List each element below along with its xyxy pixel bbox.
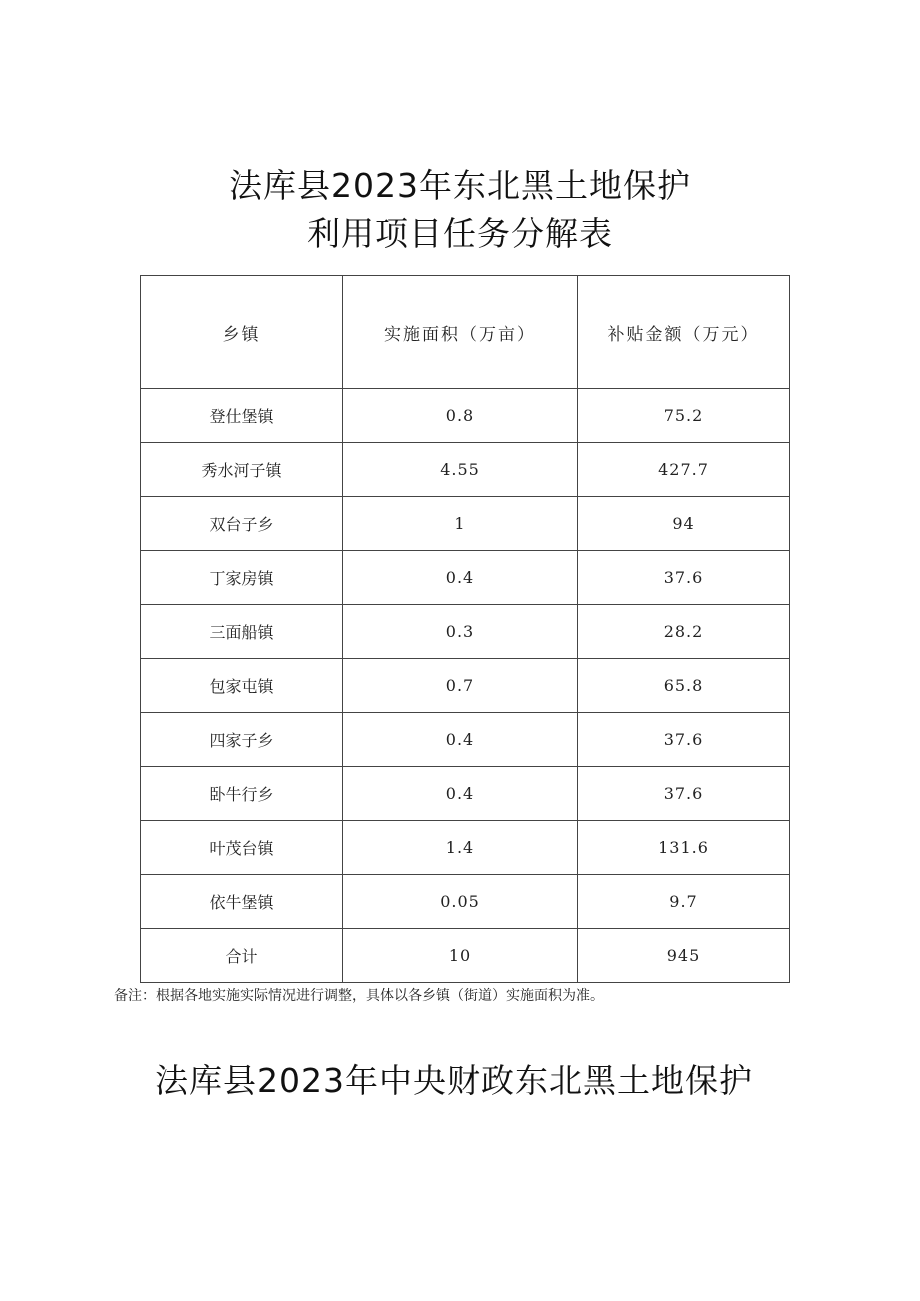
table-row xyxy=(141,497,790,551)
table-footnote: 备注：根据各地实施实际情况进行调整，具体以各乡镇（街道）实施面积为准。 xyxy=(114,988,604,1004)
total-label-cell: 合计 xyxy=(141,929,343,983)
area-cell: 4.55 xyxy=(343,443,578,497)
area-cell: 0.05 xyxy=(343,875,578,929)
table-header-row xyxy=(141,276,790,389)
subsidy-cell: 9.7 xyxy=(578,875,790,929)
subsidy-cell: 37.6 xyxy=(578,767,790,821)
table-row xyxy=(141,713,790,767)
header-township: 乡镇 xyxy=(141,276,343,389)
area-cell: 0.4 xyxy=(343,767,578,821)
header-area: 实施面积（万亩） xyxy=(343,276,578,389)
area-cell: 1.4 xyxy=(343,821,578,875)
township-cell: 丁家房镇 xyxy=(141,551,343,605)
township-cell: 依牛堡镇 xyxy=(141,875,343,929)
area-cell: 0.4 xyxy=(343,713,578,767)
subsidy-cell: 65.8 xyxy=(578,659,790,713)
area-cell: 1 xyxy=(343,497,578,551)
total-subsidy-cell: 945 xyxy=(578,929,790,983)
township-cell: 四家子乡 xyxy=(141,713,343,767)
township-cell: 叶茂台镇 xyxy=(141,821,343,875)
area-cell: 0.8 xyxy=(343,389,578,443)
area-cell: 0.7 xyxy=(343,659,578,713)
total-area-cell: 10 xyxy=(343,929,578,983)
subsidy-cell: 131.6 xyxy=(578,821,790,875)
table-row xyxy=(141,551,790,605)
table-row xyxy=(141,659,790,713)
township-cell: 包家屯镇 xyxy=(141,659,343,713)
subsidy-cell: 37.6 xyxy=(578,551,790,605)
township-cell: 登仕堡镇 xyxy=(141,389,343,443)
subsidy-cell: 37.6 xyxy=(578,713,790,767)
task-breakdown-table xyxy=(140,275,790,983)
township-cell: 三面船镇 xyxy=(141,605,343,659)
area-cell: 0.4 xyxy=(343,551,578,605)
table-row xyxy=(141,821,790,875)
next-section-title: 法库县2023年中央财政东北黑土地保护 xyxy=(155,1061,753,1100)
header-subsidy: 补贴金额（万元） xyxy=(578,276,790,389)
document-title-line-1: 法库县2023年东北黑土地保护 xyxy=(229,166,691,205)
township-cell: 双台子乡 xyxy=(141,497,343,551)
table-total-row xyxy=(141,929,790,983)
table-row xyxy=(141,605,790,659)
document-title-line-2: 利用项目任务分解表 xyxy=(307,214,613,253)
subsidy-cell: 94 xyxy=(578,497,790,551)
subsidy-cell: 75.2 xyxy=(578,389,790,443)
table-row xyxy=(141,875,790,929)
table-row xyxy=(141,443,790,497)
township-cell: 卧牛行乡 xyxy=(141,767,343,821)
subsidy-cell: 427.7 xyxy=(578,443,790,497)
table-row xyxy=(141,389,790,443)
table-row xyxy=(141,767,790,821)
township-cell: 秀水河子镇 xyxy=(141,443,343,497)
subsidy-cell: 28.2 xyxy=(578,605,790,659)
area-cell: 0.3 xyxy=(343,605,578,659)
